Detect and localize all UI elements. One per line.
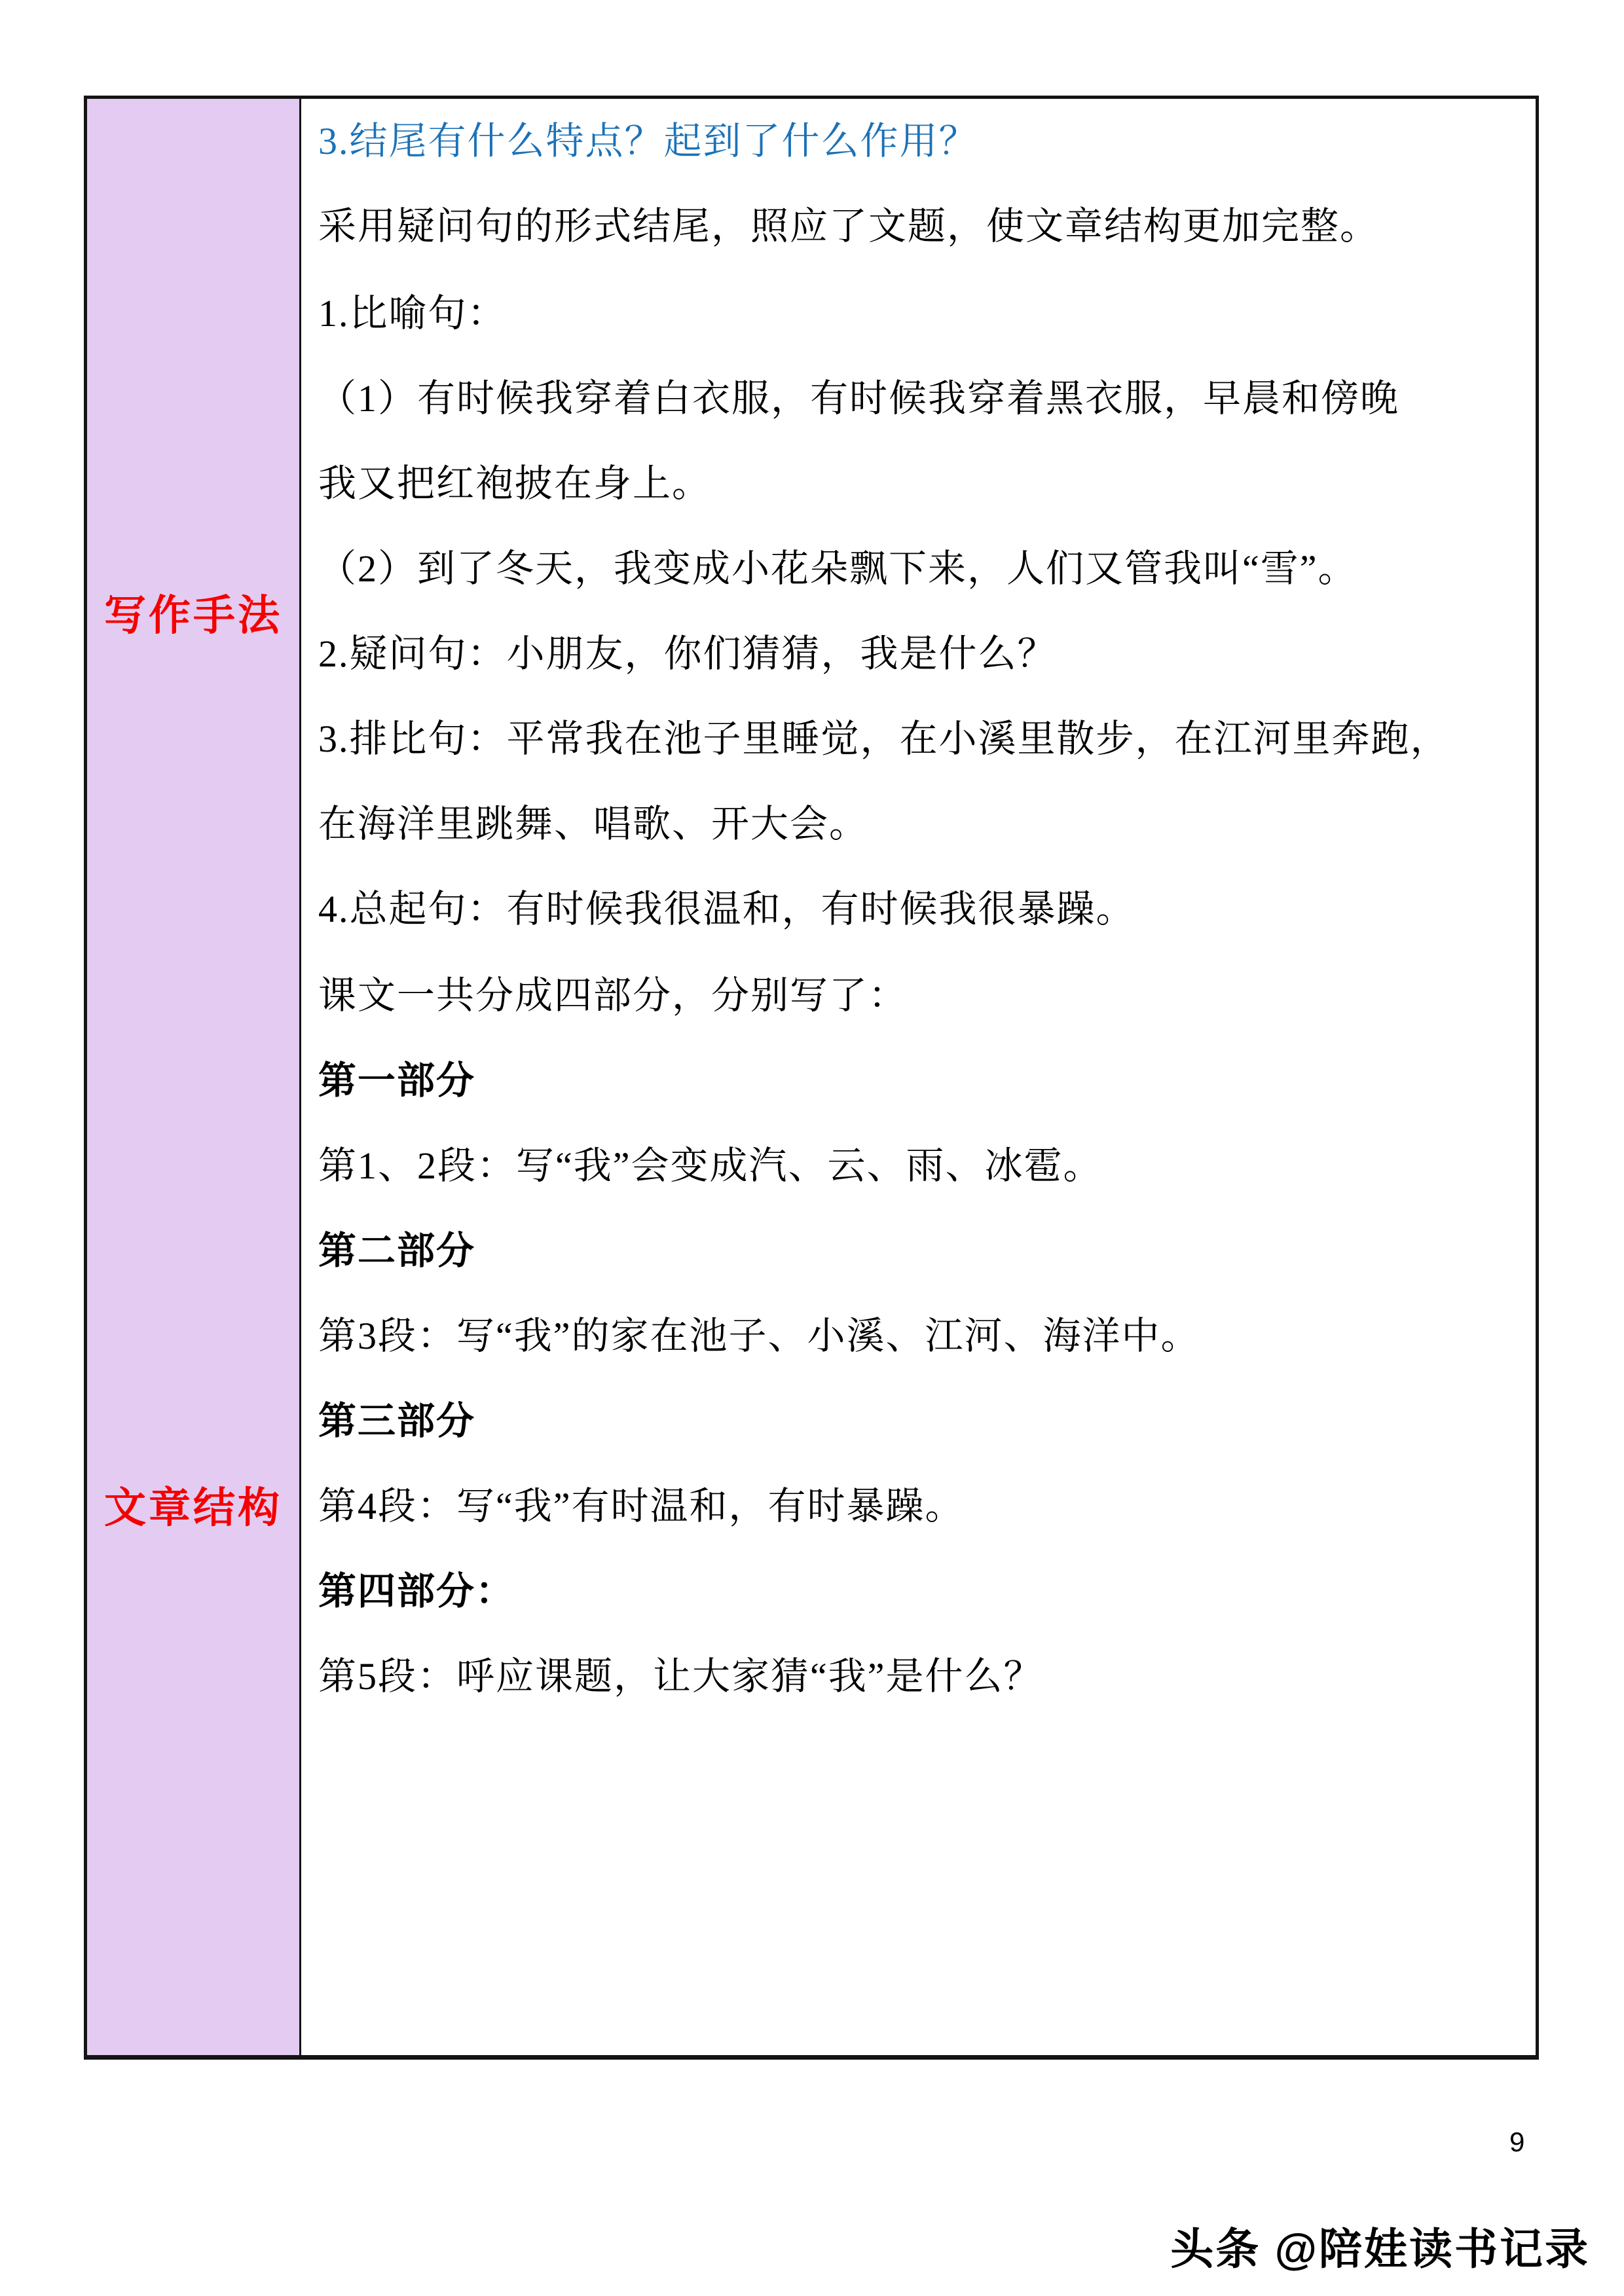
structure-part-heading: 第二部分 bbox=[318, 1230, 476, 1272]
row2-label-cell bbox=[87, 271, 301, 953]
ending-question-answer: 采用疑问句的形式结尾，照应了文题，使文章结构更加完整。 bbox=[318, 205, 1380, 247]
writing-line: 在海洋里跳舞、唱歌、开大会。 bbox=[318, 803, 869, 845]
writing-line: （2）到了冬天，我变成小花朵飘下来，人们又管我叫“雪”。 bbox=[318, 547, 1357, 590]
row-label-writing-techniques: 写作手法 bbox=[104, 592, 282, 639]
structure-line: 第1、2段：写“我”会变成汽、云、雨、冰雹。 bbox=[318, 1144, 1103, 1187]
structure-line: 第3段：写“我”的家在池子、小溪、江河、海洋中。 bbox=[318, 1315, 1200, 1357]
row1-label-cell bbox=[87, 99, 301, 271]
structure-line: 课文一共分成四部分，分别写了： bbox=[318, 974, 908, 1017]
writing-line: 4.总起句：有时候我很温和，有时候我很暴躁。 bbox=[318, 888, 1135, 930]
structure-part-heading: 第四部分： bbox=[318, 1570, 515, 1613]
row-label-article-structure: 文章结构 bbox=[104, 1484, 282, 1531]
row3-label-cell bbox=[87, 953, 301, 2055]
page-number: 9 bbox=[1509, 2126, 1525, 2157]
study-notes-table bbox=[84, 96, 1539, 2060]
writing-line: （1）有时候我穿着白衣服，有时候我穿着黑衣服，早晨和傍晚 bbox=[318, 377, 1400, 420]
watermark: 头条 @陪娃读书记录 bbox=[1170, 2225, 1590, 2273]
ending-question-heading: 3.结尾有什么特点？起到了什么作用？ bbox=[318, 120, 978, 162]
row1-content-cell bbox=[301, 99, 1536, 271]
structure-part-heading: 第一部分 bbox=[318, 1059, 476, 1102]
writing-line: 1.比喻句： bbox=[318, 292, 507, 335]
writing-line: 3.排比句：平常我在池子里睡觉，在小溪里散步，在江河里奔跑， bbox=[318, 718, 1450, 760]
structure-part-heading: 第三部分 bbox=[318, 1400, 476, 1442]
writing-line: 2.疑问句：小朋友，你们猜猜，我是什么？ bbox=[318, 632, 1057, 675]
structure-line: 第4段：写“我”有时温和，有时暴躁。 bbox=[318, 1485, 965, 1527]
writing-line: 我又把红袍披在身上。 bbox=[318, 462, 712, 505]
row3-content-cell bbox=[301, 953, 1536, 2055]
structure-line: 第5段：呼应课题，让大家猜“我”是什么？ bbox=[318, 1655, 1043, 1698]
row2-content-cell bbox=[301, 271, 1536, 953]
